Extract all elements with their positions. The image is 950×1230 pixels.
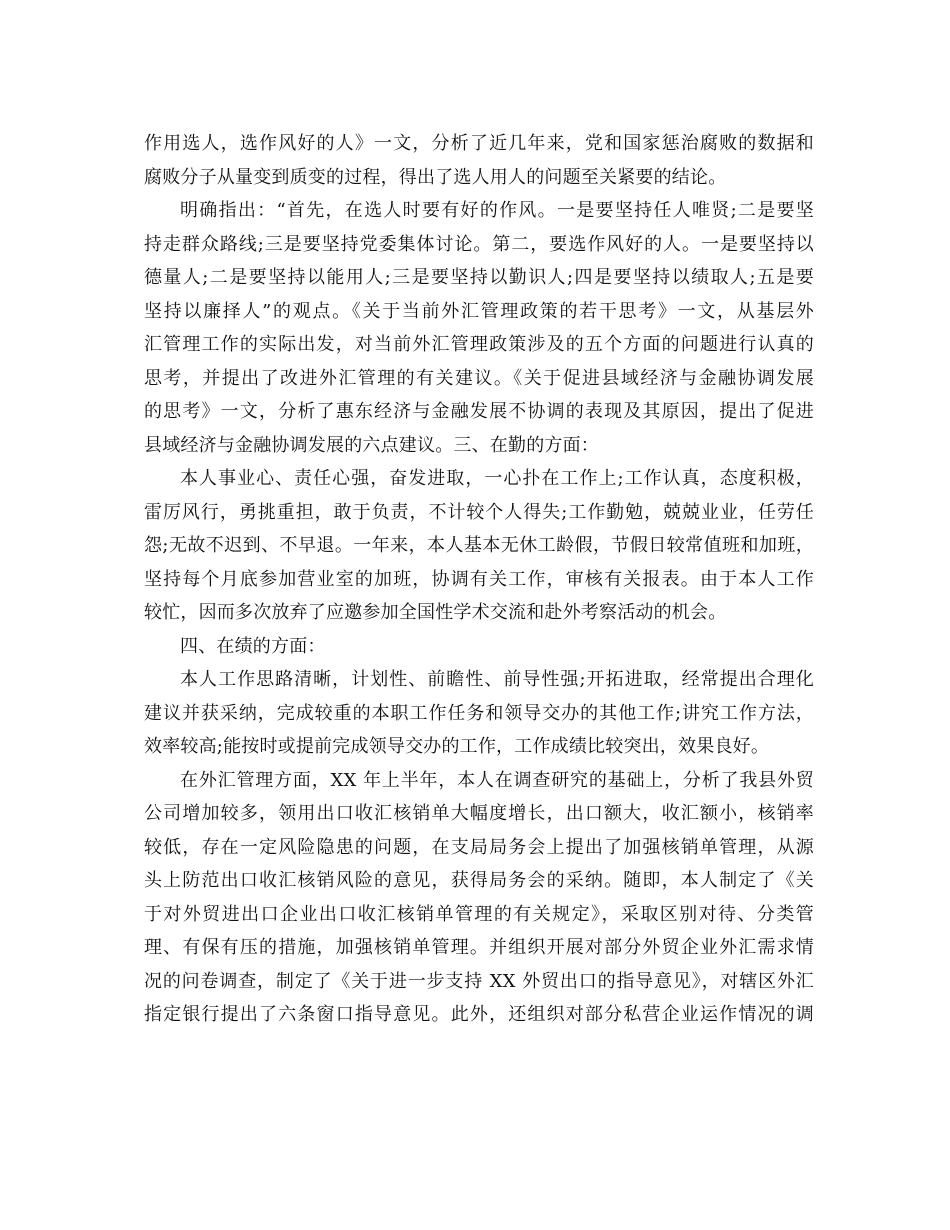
text-line: 雷厉风行，勇挑重担，敢于负责，不计较个人得失;工作勤勉，兢兢业业，任劳任 <box>144 501 814 523</box>
text-line: 公司增加较多，领用出口收汇核销单大幅度增长，出口额大，收汇额小，核销率 <box>144 803 814 824</box>
text-line: 持走群众路线;三是要坚持党委集体讨论。第二，要选作风好的人。一是要坚持以 <box>144 233 814 255</box>
text-line: 怨;无故不迟到、不早退。一年来，本人基本无休工龄假，节假日较常值班和加班， <box>144 535 814 556</box>
text-line: 四、在绩的方面： <box>180 635 326 657</box>
text-line: 况的问卷调查，制定了《关于进一步支持 XX 外贸出口的指导意见》，对辖区外汇 <box>144 970 814 992</box>
text-line: 在外汇管理方面，XX 年上半年，本人在调查研究的基础上，分析了我县外贸 <box>180 769 814 791</box>
text-line: 效率较高;能按时或提前完成领导交办的工作，工作成绩比较突出，效果良好。 <box>144 736 770 757</box>
text-line: 指定银行提出了六条窗口指导意见。此外，还组织对部分私营企业运作情况的调 <box>144 1004 814 1025</box>
text-line: 汇管理工作的实际出发，对当前外汇管理政策涉及的五个方面的问题进行认真的 <box>144 334 814 355</box>
text-line: 于对外贸进出口企业出口收汇核销单管理的有关规定》，采取区别对待、分类管 <box>144 903 814 925</box>
text-line: 县域经济与金融协调发展的六点建议。三、在勤的方面： <box>144 434 599 456</box>
text-line: 较低，存在一定风险隐患的问题，在支局局务会上提出了加强核销单管理，从源 <box>144 836 814 858</box>
text-line: 坚持以廉择人”的观点。《关于当前外汇管理政策的若干思考》一文，从基层外 <box>144 300 814 322</box>
text-line: 德量人;二是要坚持以能用人;三是要坚持以勤识人;四是要坚持以绩取人;五是要 <box>144 267 814 288</box>
text-line: 本人工作思路清晰，计划性、前瞻性、前导性强;开拓进取，经常提出合理化 <box>180 669 814 690</box>
text-line: 思考，并提出了改进外汇管理的有关建议。《关于促进县域经济与金融协调发展 <box>144 367 814 389</box>
text-line: 本人事业心、责任心强，奋发进取，一心扑在工作上;工作认真，态度积极， <box>180 468 814 489</box>
text-line: 头上防范出口收汇核销风险的意见，获得局务会的采纳。随即，本人制定了《关 <box>144 870 814 891</box>
text-line: 建议并获采纳，完成较重的本职工作任务和领导交办的其他工作;讲究工作方法， <box>144 702 814 724</box>
document-body <box>144 127 814 1032</box>
text-line: 坚持每个月底参加营业室的加班，协调有关工作，审核有关报表。由于本人工作 <box>144 568 814 590</box>
text-line: 理、有保有压的措施，加强核销单管理。并组织开展对部分外贸企业外汇需求情 <box>144 937 814 958</box>
text-line: 的思考》一文，分析了惠东经济与金融发展不协调的表现及其原因，提出了促进 <box>144 401 814 422</box>
text-line: 腐败分子从量变到质变的过程，得出了选人用人的问题至关紧要的结论。 <box>144 166 727 188</box>
text-line: 作用选人，选作风好的人》一文，分析了近几年来，党和国家惩治腐败的数据和 <box>144 133 814 154</box>
text-line: 较忙，因而多次放弃了应邀参加全国性学术交流和赴外考察活动的机会。 <box>144 602 727 623</box>
text-line: 明确指出：“首先，在选人时要有好的作风。一是要坚持任人唯贤;二是要坚 <box>180 200 814 221</box>
